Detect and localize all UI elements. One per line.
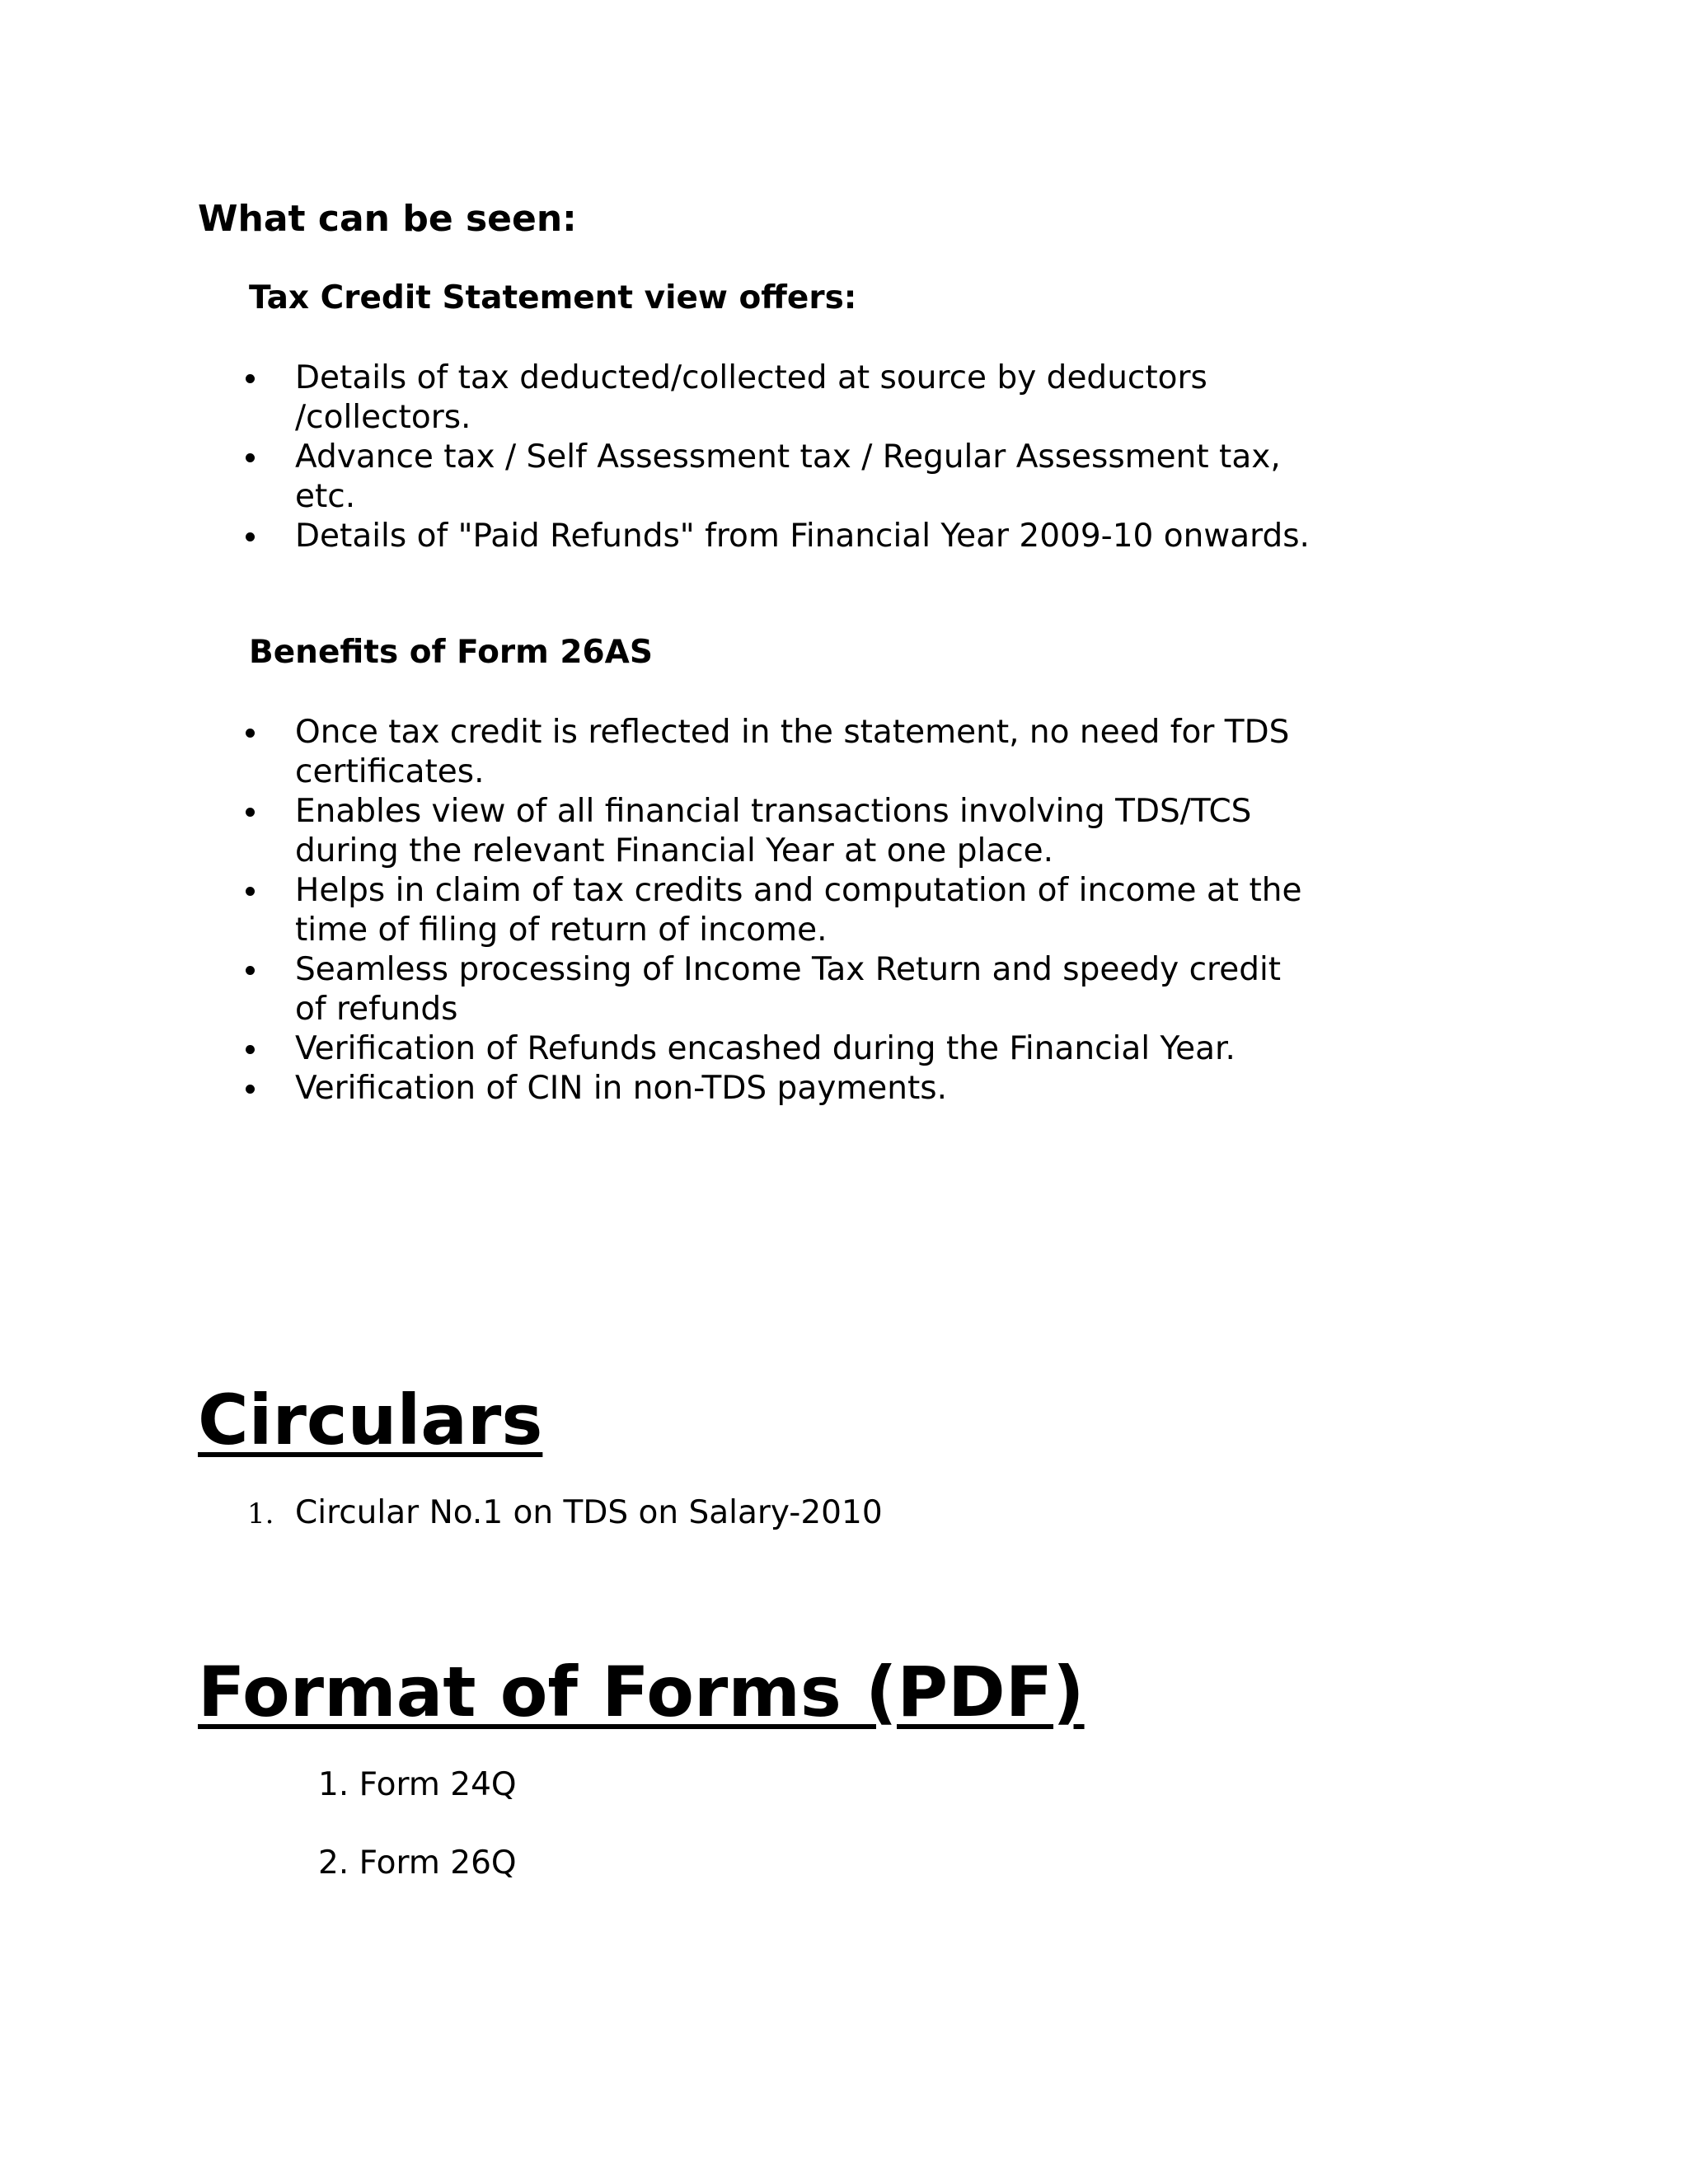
list-item-text: Once tax credit is reflected in the statement, no need for TDS certificates. (295, 714, 1290, 790)
list-item (239, 517, 1311, 556)
bullet-icon (246, 374, 255, 383)
list-number: 2. (318, 1844, 349, 1882)
bullet-icon (246, 1045, 255, 1054)
form-26q-link[interactable]: Form 26Q (359, 1844, 517, 1882)
bullet-icon (246, 532, 255, 541)
list-item-text: Advance tax / Self Assessment tax / Regular Assessment tax, etc. (295, 438, 1281, 515)
list-item-text: Enables view of all financial transactions involving TDS/TCS during the relevant Financial Year at one place. (295, 793, 1252, 869)
list-number: 1. (247, 1497, 274, 1530)
list-item (239, 950, 1311, 1029)
list-item (239, 871, 1311, 950)
form-24q-link[interactable]: Form 24Q (359, 1766, 517, 1803)
list-item-text: Helps in claim of tax credits and computation of income at the time of filing of return of income. (295, 872, 1302, 949)
list-item-text: Details of "Paid Refunds" from Financial Year 2009-10 onwards. (295, 518, 1310, 555)
list-item (239, 438, 1311, 517)
list-item-text: Verification of CIN in non-TDS payments. (295, 1070, 948, 1107)
list-item (239, 713, 1311, 792)
circulars-list (239, 1493, 883, 1534)
bullet-icon (246, 887, 255, 896)
list-item (318, 1765, 517, 1805)
circulars-heading: Circulars (198, 1380, 543, 1460)
what-can-be-seen-heading: What can be seen: (198, 198, 577, 240)
list-item-text: Verification of Refunds encashed during the Financial Year. (295, 1030, 1236, 1067)
bullet-icon (246, 966, 255, 975)
bullet-icon (246, 808, 255, 817)
benefits-list (239, 713, 1311, 1108)
tax-credit-view-subheading: Tax Credit Statement view offers: (249, 279, 857, 316)
bullet-icon (246, 729, 255, 738)
bullet-icon (246, 453, 255, 462)
list-number: 1. (318, 1766, 349, 1803)
list-item-text: Seamless processing of Income Tax Return and speedy credit of refunds (295, 951, 1282, 1028)
circular-link[interactable]: Circular No.1 on TDS on Salary-2010 (295, 1494, 883, 1531)
list-item (239, 792, 1311, 871)
list-item (318, 1844, 517, 1883)
view-offers-list (239, 359, 1311, 556)
list-item (239, 1069, 1311, 1108)
format-of-forms-heading: Format of Forms (PDF) (198, 1652, 1085, 1732)
bullet-icon (246, 1085, 255, 1094)
list-item (239, 359, 1311, 438)
list-item (239, 1029, 1311, 1069)
list-item-text: Details of tax deducted/collected at source by deductors /collectors. (295, 359, 1207, 436)
benefits-subheading: Benefits of Form 26AS (249, 634, 653, 671)
